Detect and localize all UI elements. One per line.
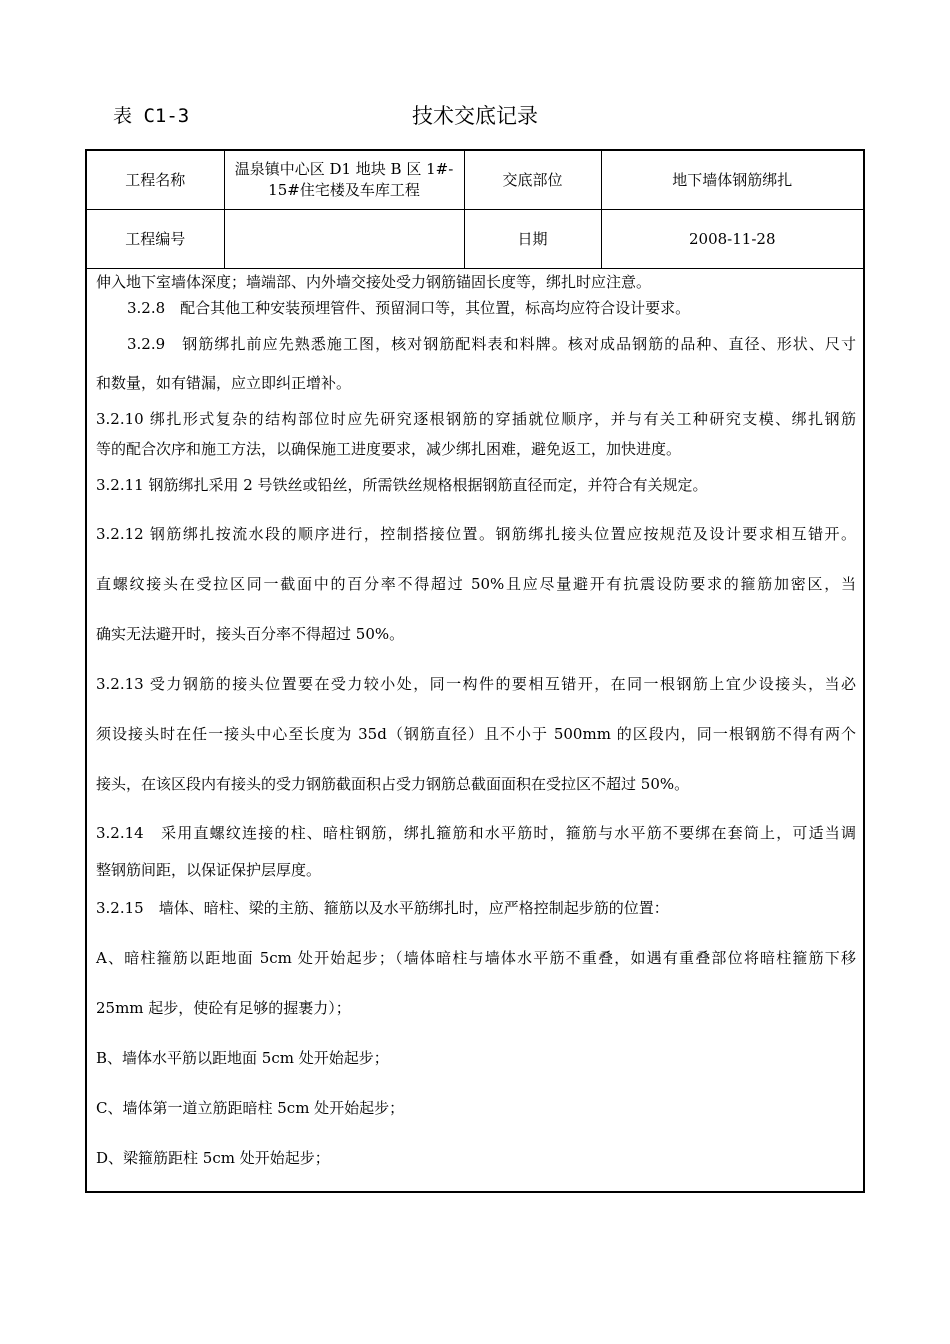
project-name-value: [224, 151, 464, 210]
part-value: 地下墙体钢筋绑扎: [601, 151, 863, 210]
content-line: 须设接头时在任一接头中心至长度为 35d（钢筋直径）且不小于 500mm 的区段内，同一根钢筋不得有两个: [96, 725, 856, 743]
content-line: B、墙体水平筋以距地面 5cm 处开始起步；: [96, 1049, 389, 1067]
content-line: 25mm 起步，使砼有足够的握裹力）；: [96, 999, 351, 1017]
content-line: 直螺纹接头在受拉区同一截面中的百分率不得超过 50%且应尽量避开有抗震设防要求的箍筋加密区，当: [96, 575, 856, 593]
content-line: A、暗柱箍筋以距地面 5cm 处开始起步；（墙体暗柱与墙体水平筋不重叠，如遇有重叠部位将暗柱箍筋下移: [96, 949, 856, 967]
content-line: 接头，在该区段内有接头的受力钢筋截面积占受力钢筋总截面面积在受拉区不超过 50%。: [96, 775, 690, 793]
content-line: 3.2.14 采用直螺纹连接的柱、暗柱钢筋，绑扎箍筋和水平筋时，箍筋与水平筋不要绑在套筒上，可适当调: [96, 824, 856, 842]
project-no-label: 工程编号: [87, 210, 224, 269]
content-line: 和数量，如有错漏，应立即纠正增补。: [96, 374, 352, 392]
info-table: [87, 151, 863, 269]
date-value: 2008-11-28: [601, 210, 863, 269]
content-line: 3.2.15 墙体、暗柱、梁的主筋、箍筋以及水平筋绑扎时，应严格控制起步筋的位置：: [96, 899, 669, 917]
info-row-2: [87, 210, 863, 269]
form-number: 表 C1-3: [113, 105, 190, 127]
project-name-line-1: 温泉镇中心区 D1 地块 B 区 1#-: [234, 160, 454, 178]
content-line: 3.2.8 配合其他工种安装预埋管件、预留洞口等，其位置，标高均应符合设计要求。: [127, 299, 691, 317]
content-line: 等的配合次序和施工方法，以确保施工进度要求，减少绑扎困难，避免返工，加快进度。: [96, 440, 682, 458]
content-line: 3.2.10 绑扎形式复杂的结构部位时应先研究逐根钢筋的穿插就位顺序，并与有关工种研究支模、绑扎钢筋: [96, 410, 856, 428]
project-name-label: 工程名称: [87, 151, 224, 210]
project-no-value: [224, 210, 464, 269]
content-line: 3.2.11 钢筋绑扎采用 2 号铁丝或铅丝，所需铁丝规格根据钢筋直径而定，并符合有关规定。: [96, 476, 708, 494]
info-row-1: [87, 151, 863, 210]
content-line: 3.2.9 钢筋绑扎前应先熟悉施工图，核对钢筋配料表和料牌。核对成品钢筋的品种、直径、形状、尺寸: [127, 335, 856, 353]
content-line: D、梁箍筋距柱 5cm 处开始起步；: [96, 1149, 330, 1167]
content-line: 3.2.12 钢筋绑扎按流水段的顺序进行，控制搭接位置。钢筋绑扎接头位置应按规范及设计要求相互错开。: [96, 525, 856, 543]
content-line: 伸入地下室墙体深度；墙端部、内外墙交接处受力钢筋锚固长度等，绑扎时应注意。: [96, 273, 652, 291]
record-frame: [85, 149, 865, 1193]
part-label: 交底部位: [464, 151, 601, 210]
date-label: 日期: [464, 210, 601, 269]
content-line: 整钢筋间距，以保证保护层厚度。: [96, 861, 322, 879]
content-line: 确实无法避开时，接头百分率不得超过 50%。: [96, 625, 405, 643]
project-name-line-2: 15#住宅楼及车库工程: [268, 181, 420, 199]
content-line: 3.2.13 受力钢筋的接头位置要在受力较小处，同一构件的要相互错开，在同一根钢筋上宜少设接头，当必: [96, 675, 856, 693]
document-title: 技术交底记录: [412, 104, 538, 128]
content-line: C、墙体第一道立筋距暗柱 5cm 处开始起步；: [96, 1099, 405, 1117]
